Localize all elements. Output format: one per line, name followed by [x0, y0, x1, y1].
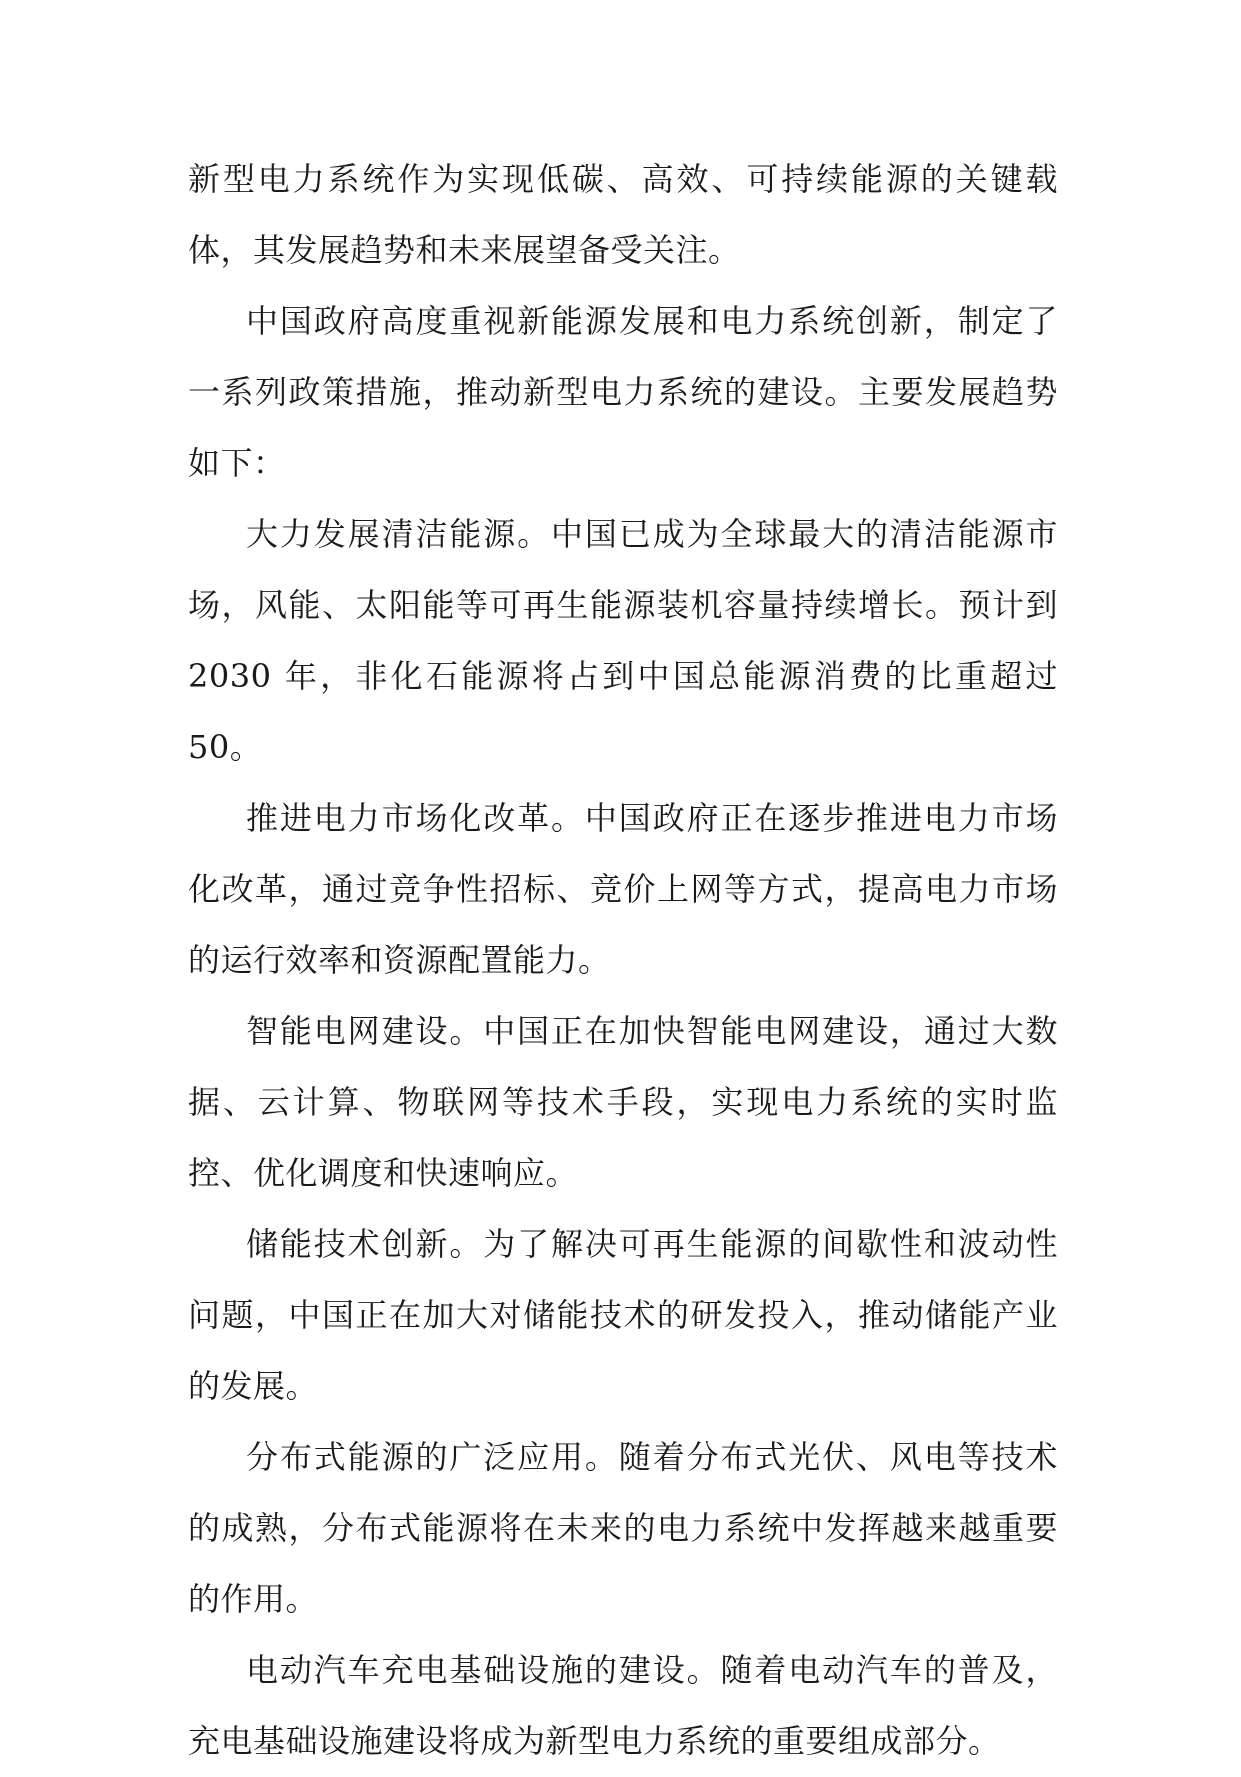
paragraph-ev-charging: 电动汽车充电基础设施的建设。随着电动汽车的普及，充电基础设施建设将成为新型电力系统的重要组成部分。: [188, 1651, 1058, 1760]
paragraph-energy-storage: 储能技术创新。为了解决可再生能源的间歇性和波动性问题，中国正在加大对储能技术的研发投入，推动储能产业的发展。: [188, 1225, 1058, 1405]
paragraph-smart-grid: 智能电网建设。中国正在加快智能电网建设，通过大数据、云计算、物联网等技术手段，实现电力系统的实时监控、优化调度和快速响应。: [188, 1012, 1058, 1192]
paragraph-intro: 新型电力系统作为实现低碳、高效、可持续能源的关键载体，其发展趋势和未来展望备受关注。: [188, 160, 1058, 269]
paragraph-policy: 中国政府高度重视新能源发展和电力系统创新，制定了一系列政策措施，推动新型电力系统的建设。主要发展趋势如下：: [188, 302, 1058, 482]
paragraph-clean-energy: 大力发展清洁能源。中国已成为全球最大的清洁能源市场，风能、太阳能等可再生能源装机容量持续增长。预计到 2030 年，非化石能源将占到中国总能源消费的比重超过 50。: [188, 515, 1058, 766]
document-body: [188, 144, 1058, 1777]
paragraph-market-reform: 推进电力市场化改革。中国政府正在逐步推进电力市场化改革，通过竞争性招标、竞价上网等方式，提高电力市场的运行效率和资源配置能力。: [188, 799, 1058, 979]
paragraph-distributed-energy: 分布式能源的广泛应用。随着分布式光伏、风电等技术的成熟，分布式能源将在未来的电力系统中发挥越来越重要的作用。: [188, 1438, 1058, 1618]
